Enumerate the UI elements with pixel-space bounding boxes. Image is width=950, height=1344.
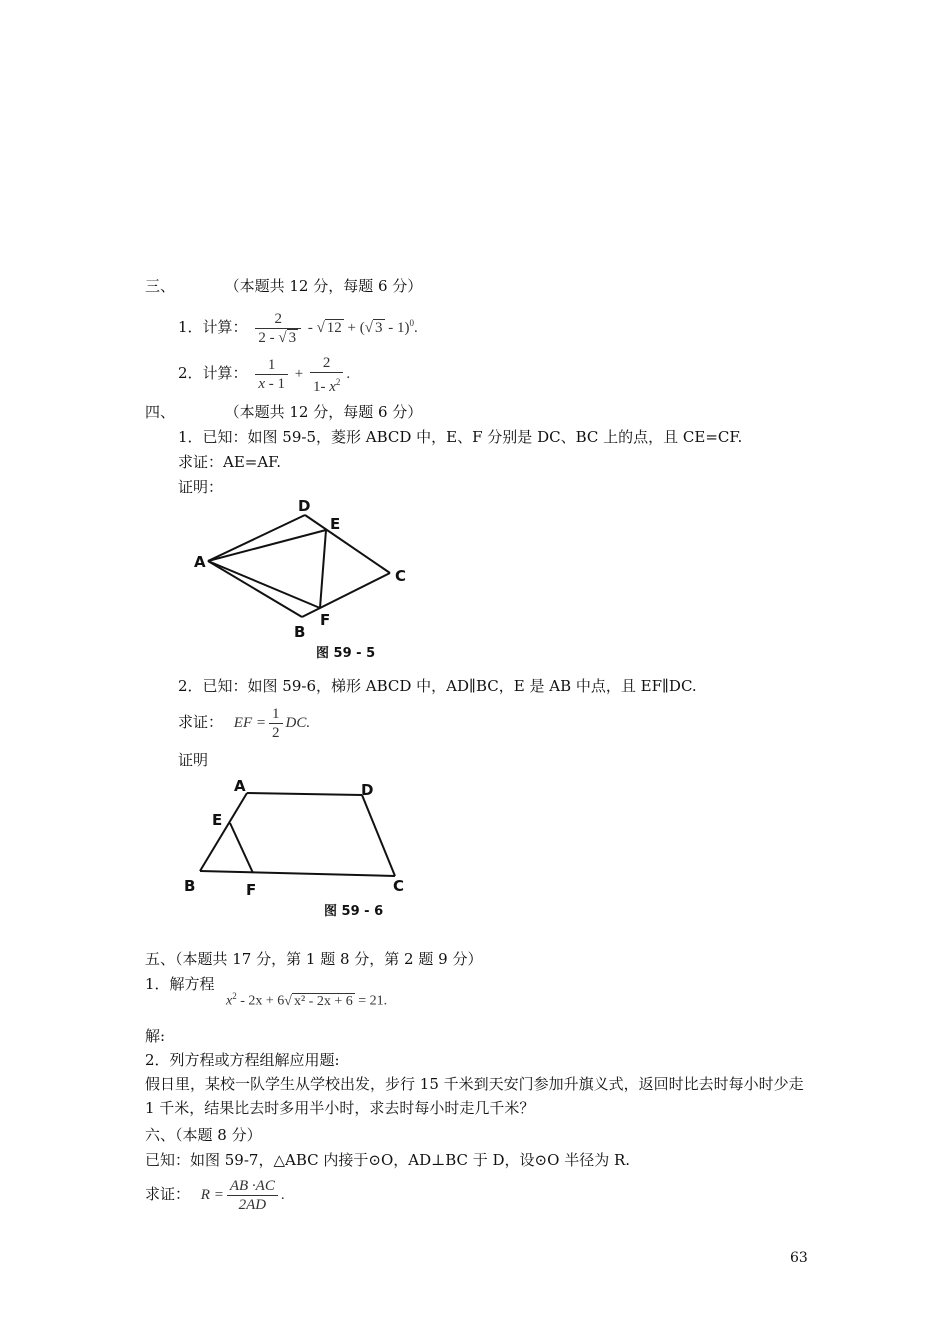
fraction-numerator: AB ·AC xyxy=(229,1177,275,1194)
sqrt-sign: √ 3 xyxy=(278,330,297,347)
edge-ba xyxy=(208,561,302,617)
edge-ba xyxy=(200,793,247,871)
section-5-answer-label: 解: xyxy=(145,1027,166,1045)
den-left: 1- xyxy=(312,378,330,395)
label-c: C xyxy=(395,567,407,585)
label-b: B xyxy=(184,877,196,895)
fraction-denominator xyxy=(310,372,343,396)
section-3-number: 三、 xyxy=(145,277,176,295)
section-3-heading xyxy=(145,276,422,296)
section-4-q1-prove: 求证：AE=AF. xyxy=(178,453,282,471)
section-3-question-2 xyxy=(178,353,350,396)
equation-middle: - 2x + 6 xyxy=(236,993,285,1009)
q2-prefix: 2．计算： xyxy=(178,364,248,382)
edge-dc xyxy=(305,515,390,573)
exponent: 0 xyxy=(409,318,414,328)
section-3-question-1 xyxy=(178,303,418,348)
trapezoid-lines xyxy=(200,793,395,876)
prove-right: DC. xyxy=(285,715,311,731)
fraction-denominator: 2 xyxy=(269,723,283,742)
section-4-score: （本题共 12 分，每题 6 分） xyxy=(224,403,423,421)
fraction xyxy=(255,356,288,393)
label-a: A xyxy=(194,553,206,571)
tail: - 1) xyxy=(384,320,410,336)
exponent: 2 xyxy=(232,991,237,1001)
fraction-numerator: 1 xyxy=(267,357,276,374)
equation xyxy=(226,986,387,1012)
den-left: 2 - xyxy=(258,330,279,347)
section-4-q1-proof-label: 证明： xyxy=(178,478,224,496)
den-rest: - 1 xyxy=(265,376,285,393)
label-d: D xyxy=(361,781,374,799)
period: . xyxy=(346,366,351,382)
section-4-number: 四、 xyxy=(145,403,176,421)
q1-label: 1．解方程 xyxy=(145,975,215,993)
prove-prefix: 求证： xyxy=(145,1185,191,1203)
label-d: D xyxy=(298,497,311,515)
section-6-prove xyxy=(145,1172,285,1217)
exponent: 2 xyxy=(335,376,341,387)
segment-ae xyxy=(208,530,326,561)
q1-prefix: 1．计算： xyxy=(178,318,248,336)
edge-ad xyxy=(247,793,362,795)
plus-sign: + xyxy=(291,366,307,382)
fraction-numerator: 1 xyxy=(272,705,280,722)
radicand: x² - 2x + 6 xyxy=(293,993,353,1009)
section-5-q1 xyxy=(145,974,215,994)
section-4-q1-statement: 1．已知：如图 59-5，菱形 ABCD 中，E、F 分别是 DC、BC 上的点，且 CE=CF. xyxy=(178,428,743,446)
variable: x xyxy=(258,376,265,393)
fraction-numerator: 2 xyxy=(274,311,282,328)
prove-left: EF = xyxy=(233,715,266,731)
figure-caption: 图 59 - 5 xyxy=(316,646,376,661)
fraction-numerator: 2 xyxy=(322,354,331,371)
plus-paren: + ( xyxy=(343,320,365,336)
section-4-q2-statement: 2．已知：如图 59-6，梯形 ABCD 中，AD∥BC，E 是 AB 中点，且 EF∥DC. xyxy=(178,677,697,695)
period: . xyxy=(280,1187,285,1203)
equation-right: = 21. xyxy=(354,993,388,1009)
label-e: E xyxy=(212,811,223,829)
prove-prefix: 求证： xyxy=(178,713,224,731)
section-4-heading xyxy=(145,402,422,422)
sqrt-sign: √ x² - 2x + 6 xyxy=(284,993,353,1009)
fraction xyxy=(310,354,343,396)
edge-dc xyxy=(362,795,395,876)
section-3-score: （本题共 12 分，每题 6 分） xyxy=(224,277,423,295)
fraction xyxy=(227,1177,278,1214)
label-f: F xyxy=(246,881,257,899)
segment-ef xyxy=(320,530,326,608)
section-6-heading: 六、（本题 8 分） xyxy=(145,1126,262,1144)
edge-ad xyxy=(208,515,305,561)
label-a: A xyxy=(234,777,246,795)
edge-cb xyxy=(200,871,395,876)
period: . xyxy=(414,320,418,336)
label-f: F xyxy=(320,611,331,629)
variable: x xyxy=(226,993,233,1009)
radicand: 12 xyxy=(326,320,342,336)
prove-left: R = xyxy=(200,1187,224,1203)
sqrt-sign: √ 12 xyxy=(316,320,342,336)
label-b: B xyxy=(294,623,306,641)
radicand: 3 xyxy=(375,320,383,336)
fraction-denominator: 2AD xyxy=(227,1195,278,1214)
figure-59-6 xyxy=(180,773,420,923)
fraction xyxy=(269,705,283,742)
edge-cb xyxy=(302,573,390,617)
label-c: C xyxy=(393,877,405,895)
minus-sign: - xyxy=(304,320,317,336)
radicand: 3 xyxy=(288,330,297,347)
section-5-heading: 五、（本题共 17 分，第 1 题 8 分，第 2 题 9 分） xyxy=(145,950,483,968)
variable: x xyxy=(329,378,336,395)
label-e: E xyxy=(330,515,341,533)
rhombus-lines xyxy=(208,515,390,617)
fraction-denominator xyxy=(255,328,301,347)
segment-af xyxy=(208,561,320,608)
section-4-q2-prove xyxy=(178,700,310,745)
figure-59-5 xyxy=(190,495,430,665)
sqrt-sign: √ 3 xyxy=(364,320,383,336)
section-4-q2-proof-label: 证明 xyxy=(178,751,209,769)
section-5-q2-text: 假日里，某校一队学生从学校出发，步行 15 千米到天安门参加升旗义式，返回时比去时每小时少走 1 千米，结果比去时多用半小时，求去时每小时走几千米？ xyxy=(145,1075,804,1117)
segment-ef xyxy=(230,823,253,873)
page-number: 63 xyxy=(790,1250,808,1266)
fraction xyxy=(255,310,301,347)
fraction-denominator xyxy=(255,374,288,393)
section-6-statement: 已知：如图 59-7，△ABC 内接于⊙O，AD⊥BC 于 D，设⊙O 半径为 R. xyxy=(145,1151,631,1169)
figure-caption: 图 59 - 6 xyxy=(324,904,384,919)
section-5-q2-label: 2．列方程或方程组解应用题: xyxy=(145,1051,340,1069)
